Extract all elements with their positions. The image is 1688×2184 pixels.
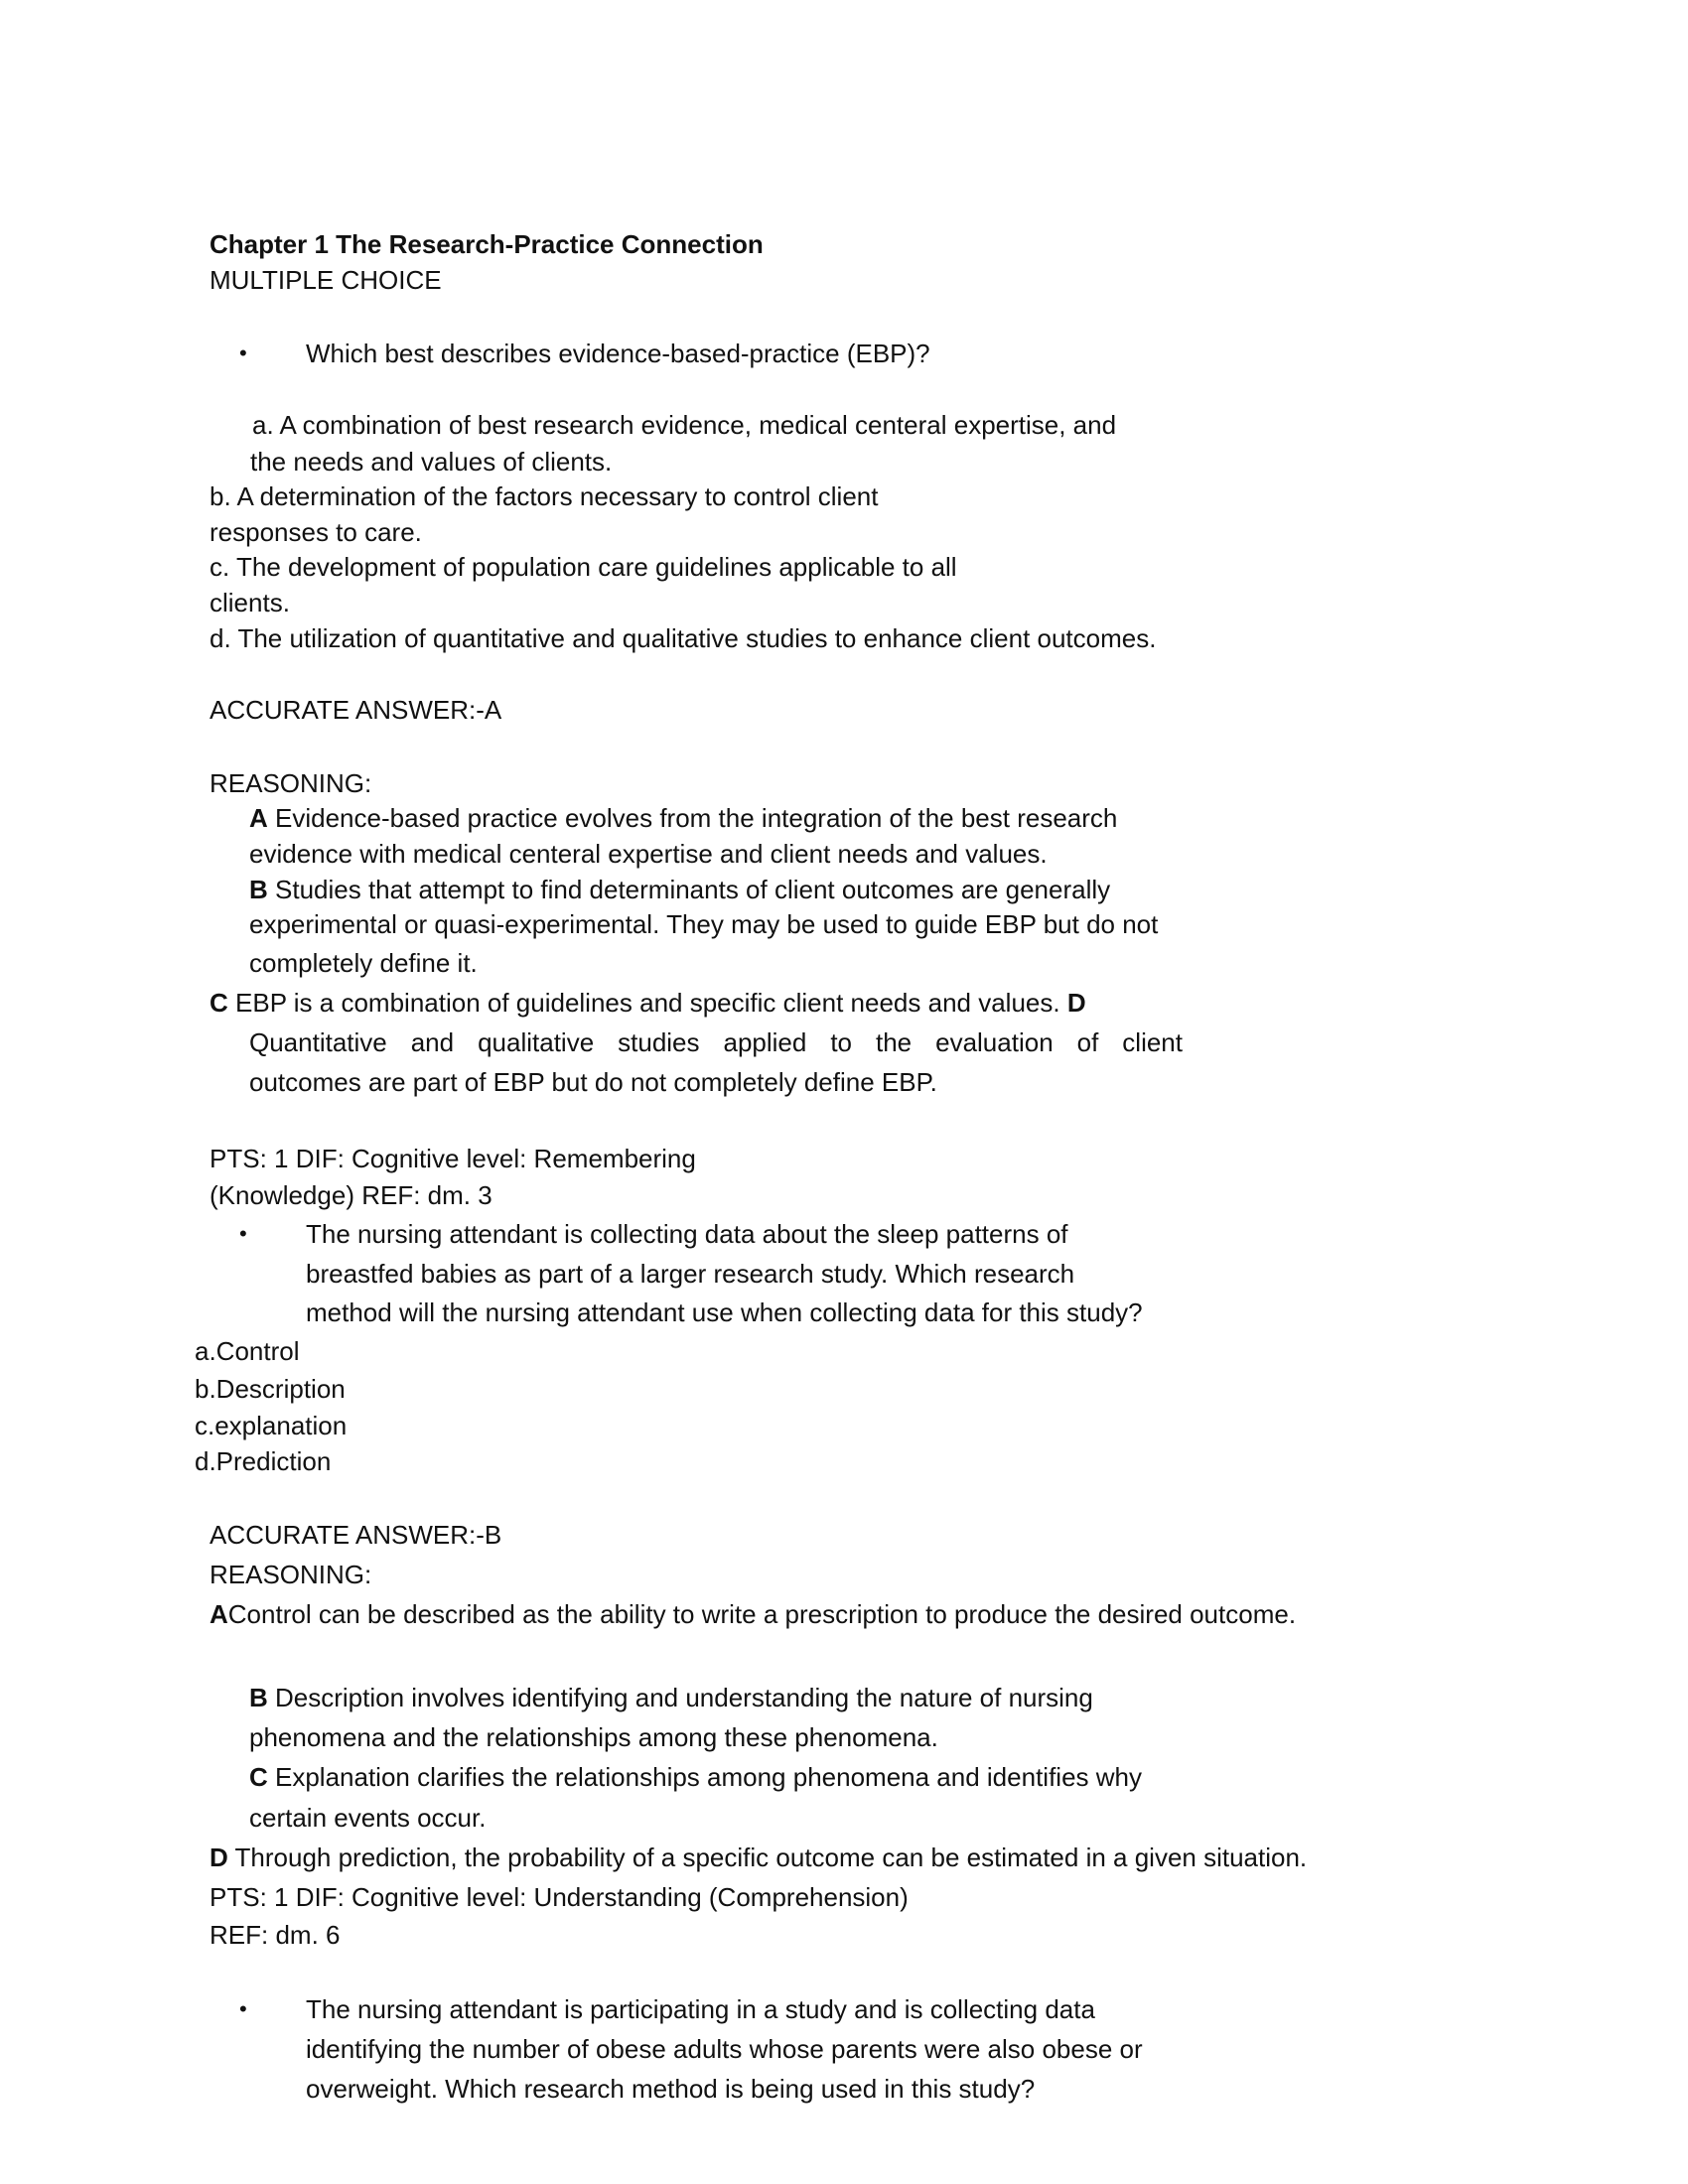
q1-option-c-cont: clients. <box>210 588 290 617</box>
bullet-icon: • <box>239 1221 247 1246</box>
q1-reasoning-label: REASONING: <box>210 768 372 798</box>
reason-text: Control can be described as the ability to write a prescription to produce the desired outcome. <box>227 1599 1297 1629</box>
q1-option-a-cont: the needs and values of clients. <box>250 447 613 477</box>
q1-reason-d-cont: outcomes are part of EBP but do not completely define EBP. <box>249 1067 937 1097</box>
key-d: D <box>1066 988 1086 1018</box>
q2-option-d: d.Prediction <box>195 1446 332 1476</box>
q1-reason-b <box>249 874 1110 905</box>
reason-text: Description involves identifying and understanding the nature of nursing <box>267 1683 1093 1712</box>
q1-reason-d: Quantitative and qualitative studies applied to the evaluation of client <box>249 1027 1183 1057</box>
question-2-stem-cont: breastfed babies as part of a larger research study. Which research <box>306 1259 1075 1289</box>
q2-answer: ACCURATE ANSWER:-B <box>210 1520 502 1550</box>
q2-option-a: a.Control <box>195 1336 300 1366</box>
question-2-stem: The nursing attendant is collecting data about the sleep patterns of <box>306 1219 1068 1249</box>
q1-option-c: c. The development of population care guidelines applicable to all <box>210 552 957 582</box>
key-a: A <box>210 1599 228 1629</box>
question-2-stem-cont2: method will the nursing attendant use when collecting data for this study? <box>306 1297 1143 1327</box>
q2-reason-d <box>210 1842 1307 1873</box>
q1-option-a: a. A combination of best research evidence, medical centeral expertise, and <box>252 410 1117 440</box>
reason-text: Evidence-based practice evolves from the integration of the best research <box>267 803 1118 833</box>
q1-option-b: b. A determination of the factors necessary to control client <box>210 481 879 511</box>
q1-reason-c <box>210 987 1086 1019</box>
bullet-icon: • <box>239 341 247 365</box>
q2-reason-c-cont: certain events occur. <box>249 1803 487 1833</box>
key-b: B <box>249 875 268 904</box>
q1-reason-a <box>249 802 1117 834</box>
reason-text: Through prediction, the probability of a specific outcome can be estimated in a given situation. <box>227 1843 1308 1872</box>
q2-meta-ref: REF: dm. 6 <box>210 1920 341 1950</box>
q2-reason-b <box>249 1682 1093 1713</box>
q1-answer: ACCURATE ANSWER:-A <box>210 695 502 725</box>
key-b: B <box>249 1683 268 1712</box>
q2-reasoning-label: REASONING: <box>210 1560 372 1589</box>
question-3-stem-cont: identifying the number of obese adults whose parents were also obese or <box>306 2034 1143 2064</box>
q1-option-b-cont: responses to care. <box>210 517 422 547</box>
q1-reason-b-cont: experimental or quasi-experimental. They may be used to guide EBP but do not <box>249 909 1159 939</box>
q2-option-b: b.Description <box>195 1374 346 1404</box>
chapter-title: Chapter 1 The Research-Practice Connection <box>210 229 764 259</box>
question-1-stem: Which best describes evidence-based-practice (EBP)? <box>306 339 930 368</box>
reason-text: Explanation clarifies the relationships among phenomena and identifies why <box>267 1762 1142 1792</box>
key-c: C <box>249 1762 268 1792</box>
q1-reason-b-cont2: completely define it. <box>249 948 478 978</box>
q2-meta: PTS: 1 DIF: Cognitive level: Understanding (Comprehension) <box>210 1882 909 1912</box>
q2-reason-b-cont: phenomena and the relationships among these phenomena. <box>249 1722 938 1752</box>
reason-text: EBP is a combination of guidelines and specific client needs and values. <box>227 988 1060 1018</box>
question-3-stem-cont2: overweight. Which research method is being used in this study? <box>306 2074 1036 2104</box>
q1-reason-a-cont: evidence with medical centeral expertise and client needs and values. <box>249 839 1048 869</box>
section-heading: MULTIPLE CHOICE <box>210 265 442 295</box>
question-3-stem: The nursing attendant is participating in a study and is collecting data <box>306 1994 1095 2024</box>
q1-meta-ref: (Knowledge) REF: dm. 3 <box>210 1180 492 1210</box>
q1-option-d: d. The utilization of quantitative and qualitative studies to enhance client outcomes. <box>210 623 1157 653</box>
bullet-icon: • <box>239 1996 247 2021</box>
q2-reason-c <box>249 1761 1142 1793</box>
q2-reason-a <box>210 1598 1296 1630</box>
reason-text: Studies that attempt to find determinants of client outcomes are generally <box>267 875 1111 904</box>
key-d: D <box>210 1843 228 1872</box>
key-a: A <box>249 803 268 833</box>
q1-meta: PTS: 1 DIF: Cognitive level: Remembering <box>210 1144 696 1173</box>
q2-option-c: c.explanation <box>195 1411 348 1440</box>
key-c: C <box>210 988 228 1018</box>
